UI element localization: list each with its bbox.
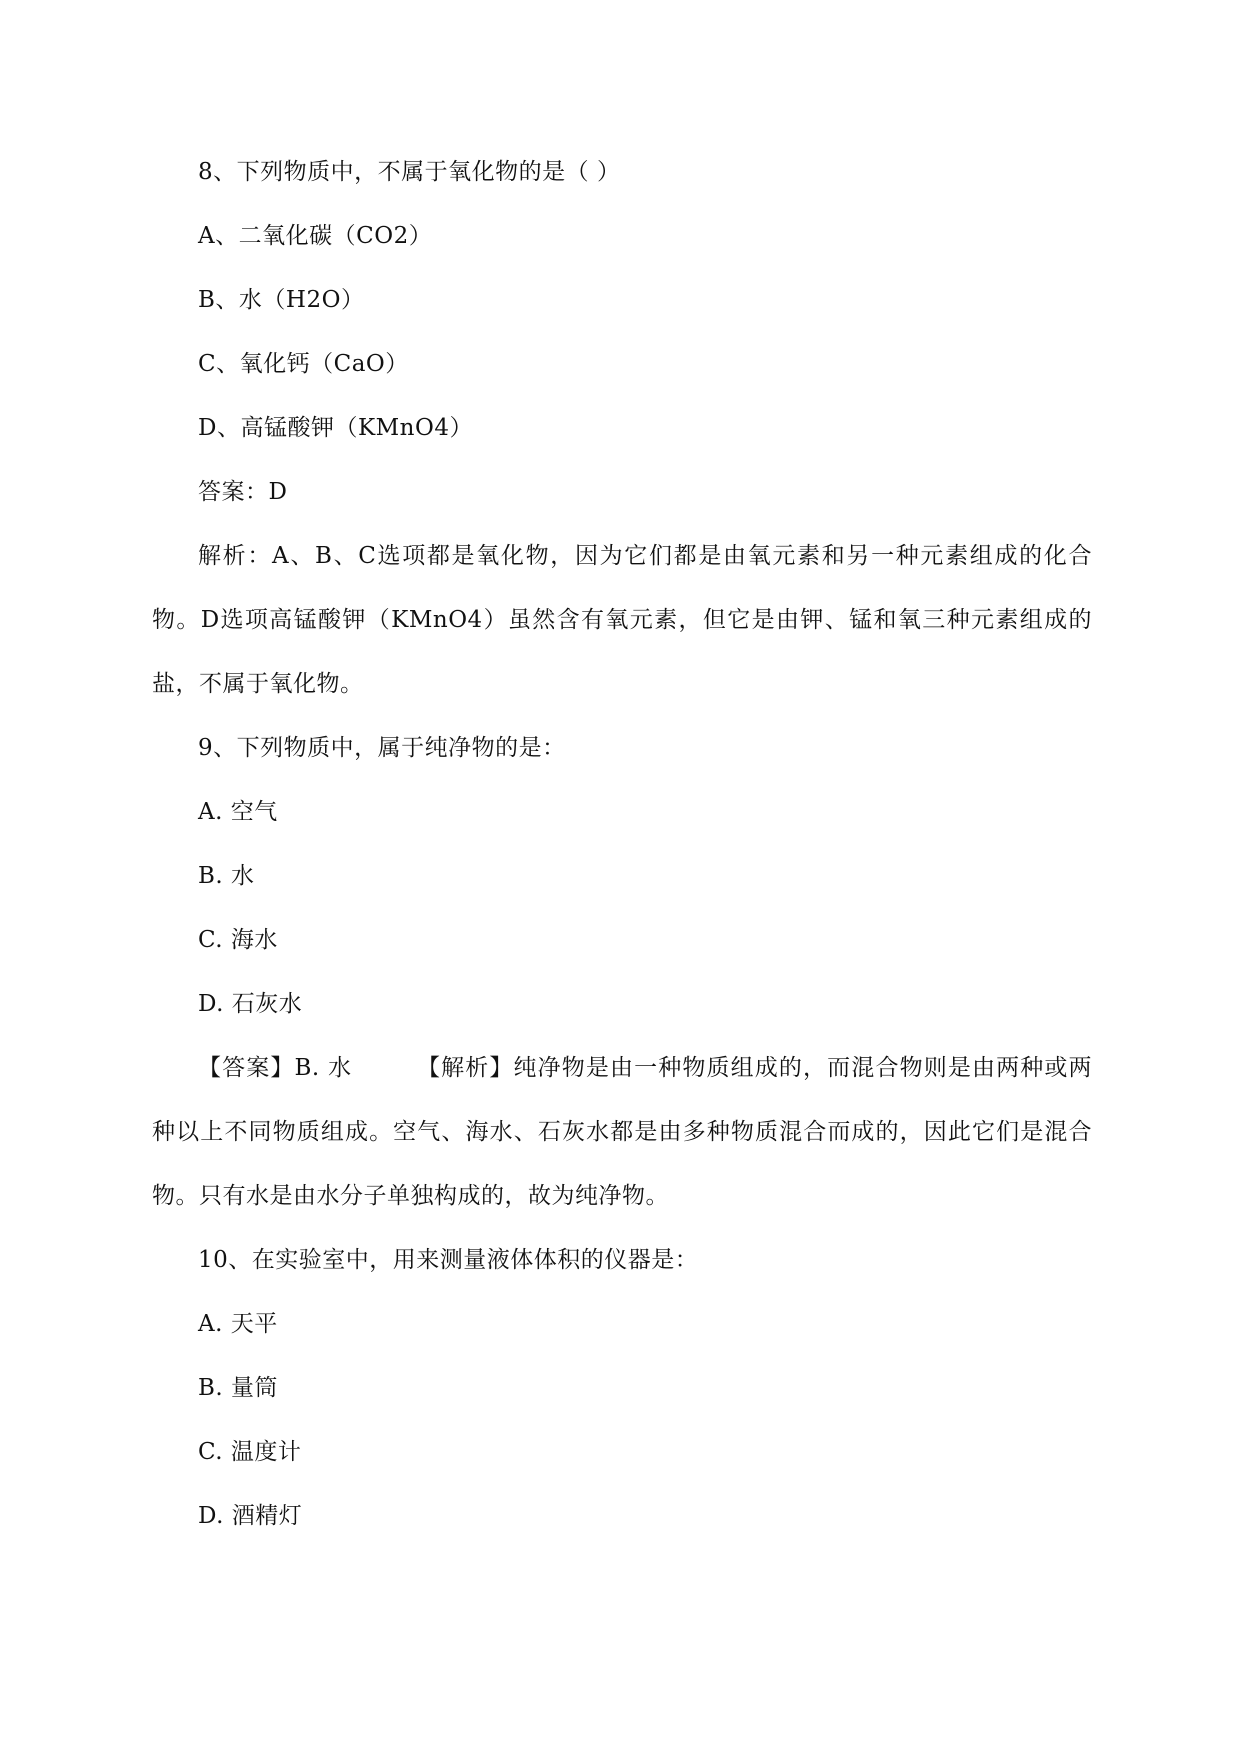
question-8-option-c: C、氧化钙（CaO） <box>198 351 409 377</box>
question-8-stem: 8、下列物质中，不属于氧化物的是（ ） <box>198 159 621 185</box>
question-8-option-b: B、水（H2O） <box>198 287 365 313</box>
question-10-stem: 10、在实验室中，用来测量液体体积的仪器是： <box>198 1247 699 1273</box>
question-9-option-c: C. 海水 <box>198 927 278 953</box>
question-10-option-a: A. 天平 <box>198 1311 278 1337</box>
question-9-analysis: 【解析】纯净物是由一种物质组成的，而混合物则是由两种或两种以上不同物质组成。空气、海水、石灰水都是由多种物质混合而成的，因此它们是混合物。只有水是由水分子单独构成的，故为纯净物。 <box>152 1055 1092 1209</box>
question-8-answer: 答案：D <box>198 479 288 505</box>
question-8-option-d: D、高锰酸钾（KMnO4） <box>198 415 473 441</box>
question-10-option-b: B. 量筒 <box>198 1375 279 1401</box>
question-9-answer: 【答案】B. 水 <box>198 1055 353 1081</box>
question-10-option-c: C. 温度计 <box>198 1439 302 1465</box>
question-10-option-d: D. 酒精灯 <box>198 1503 303 1529</box>
document-content <box>152 140 1092 1548</box>
question-9-option-b: B. 水 <box>198 863 255 889</box>
question-9-option-d: D. 石灰水 <box>198 991 303 1017</box>
question-8-analysis: 解析：A、B、C选项都是氧化物，因为它们都是由氧元素和另一种元素组成的化合物。D选项高锰酸钾（KMnO4）虽然含有氧元素，但它是由钾、锰和氧三种元素组成的盐，不属于氧化物。 <box>152 543 1092 697</box>
question-9-answer-analysis <box>152 1036 1092 1228</box>
question-9-stem: 9、下列物质中，属于纯净物的是： <box>198 735 566 761</box>
question-8-option-a: A、二氧化碳（CO2） <box>198 223 433 249</box>
question-9-option-a: A. 空气 <box>198 799 278 825</box>
